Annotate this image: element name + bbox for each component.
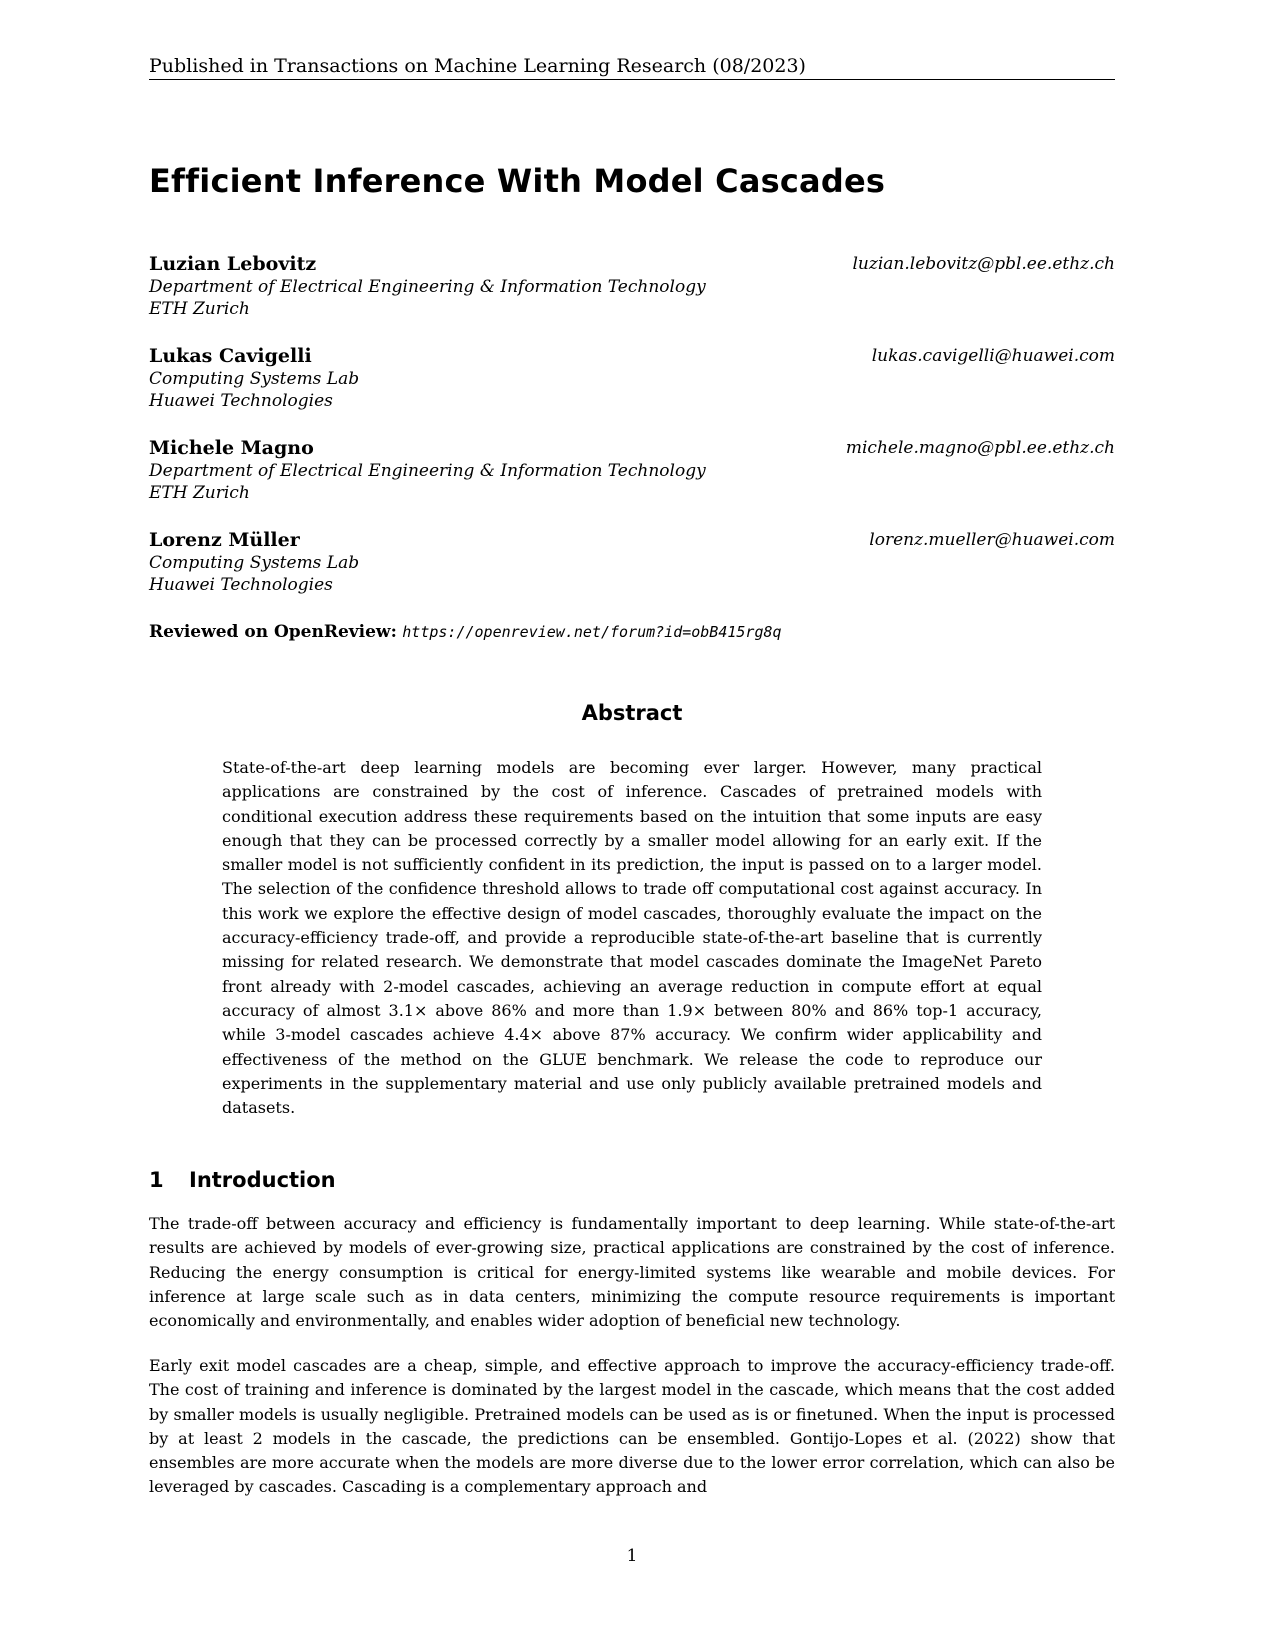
introduction-paragraph: The trade-off between accuracy and efficiency is fundamentally important to deep learning. While state-of-the-art results are achieved by models of ever-growing size, practical applications are constrained by the cost of inference. Reducing the energy consumption is critical for energy-limited systems like wearable and mobile devices. For inference at large scale such as in data centers, minimizing the compute resource requirements is important economically and environmentally, and enables wider adoption of beneficial new technology. xyxy=(149,1214,1115,1331)
abstract-text: State-of-the-art deep learning models are becoming ever larger. However, many practical applications are constrained by the cost of inference. Cascades of pretrained models with conditional execution address these requirements based on the intuition that some inputs are easy enough that they can be processed correctly by a smaller model allowing for an early exit. If the smaller model is not sufficiently confident in its prediction, the input is passed on to a larger model. The selection of the confidence threshold allows to trade off computational cost against accuracy. In this work we explore the effective design of model cascades, thoroughly evaluate the impact on the accuracy-efficiency trade-off, and provide a reproducible state-of-the-art baseline that is currently missing for related research. We demonstrate that model cascades dominate the ImageNet Pareto front already with 2-model cascades, achieving an average reduction in compute effort at equal accuracy of almost 3.1× above 86% and more than 1.9× between 80% and 86% top-1 accuracy, while 3-model cascades achieve 4.4× above 87% accuracy. We confirm wider applicability and effectiveness of the method on the GLUE benchmark. We release the code to reproduce our experiments in the supplementary material and use only publicly available pretrained models and datasets. xyxy=(222,758,1042,1118)
section-number: 1 xyxy=(149,1168,164,1192)
running-header: Published in Transactions on Machine Learning Research (08/2023) xyxy=(149,55,806,77)
author-affiliation: Computing Systems Lab xyxy=(149,369,360,389)
author-list xyxy=(149,253,1115,621)
review-line xyxy=(149,621,782,643)
author-affiliation: ETH Zurich xyxy=(149,483,250,503)
author-affiliation: Huawei Technologies xyxy=(149,391,333,411)
introduction-paragraph: Early exit model cascades are a cheap, simple, and effective approach to improve the accuracy-efficiency trade-off. The cost of training and inference is dominated by the largest model in the cascade, which means that the cost added by smaller models is usually negligible. Pretrained models can be used as is or finetuned. When the input is processed by at least 2 models in the cascade, the predictions can be ensembled. Gontijo-Lopes et al. (2022) show that ensembles are more accurate when the models are more diverse due to the lower error correlation, which can also be leveraged by cascades. Cascading is a complementary approach and xyxy=(149,1356,1115,1497)
page-number: 1 xyxy=(626,1546,638,1566)
paper-page xyxy=(149,0,1115,1638)
author-email[interactable]: lukas.cavigelli@huawei.com xyxy=(871,346,1115,366)
author-name: Luzian Lebovitz xyxy=(149,253,317,275)
author-affiliation: Computing Systems Lab xyxy=(149,553,360,573)
author-affiliation: Huawei Technologies xyxy=(149,575,333,595)
abstract-heading: Abstract xyxy=(581,701,683,725)
author-block xyxy=(149,253,1115,345)
author-affiliation: Department of Electrical Engineering & Information Technology xyxy=(149,277,706,297)
author-name: Michele Magno xyxy=(149,437,314,459)
section-title: Introduction xyxy=(189,1168,336,1192)
author-block xyxy=(149,345,1115,437)
author-block xyxy=(149,437,1115,529)
author-email[interactable]: lorenz.mueller@huawei.com xyxy=(869,530,1115,550)
header-rule xyxy=(149,79,1115,80)
paper-title: Efficient Inference With Model Cascades xyxy=(149,162,886,200)
author-email[interactable]: michele.magno@pbl.ee.ethz.ch xyxy=(845,438,1115,458)
author-email[interactable]: luzian.lebovitz@pbl.ee.ethz.ch xyxy=(852,254,1115,274)
review-label: Reviewed on OpenReview: xyxy=(149,622,397,642)
author-name: Lukas Cavigelli xyxy=(149,345,312,367)
author-name: Lorenz Müller xyxy=(149,529,300,551)
author-affiliation: ETH Zurich xyxy=(149,299,250,319)
section-heading-introduction xyxy=(149,1166,336,1194)
openreview-link[interactable]: https://openreview.net/forum?id=obB415rg8q xyxy=(402,623,782,641)
author-block xyxy=(149,529,1115,621)
author-affiliation: Department of Electrical Engineering & Information Technology xyxy=(149,461,706,481)
